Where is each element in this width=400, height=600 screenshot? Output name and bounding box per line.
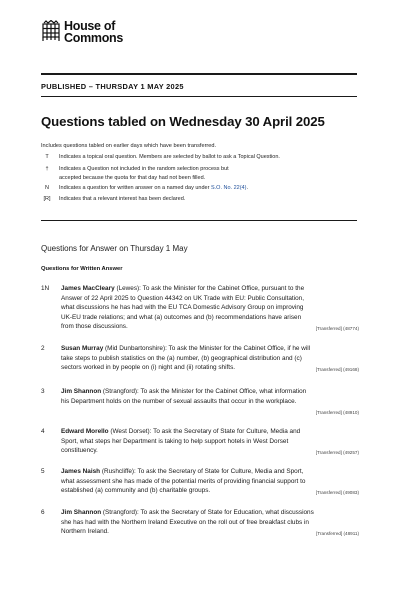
legend-item-relevant-interest — [41, 195, 361, 204]
question-item — [41, 387, 359, 415]
legend-text: Indicates a question for written answer on a named day under — [59, 185, 210, 191]
legend-symbol: [R] — [43, 196, 51, 202]
member-name: Susan Murray — [61, 345, 104, 352]
question-line: what assessment she has made of the potential merits of providing financial support to — [61, 477, 306, 485]
page-title: Questions tabled on Wednesday 30 April 2025 — [41, 114, 325, 129]
legend-item-dagger — [41, 165, 361, 183]
legend-symbol: † — [45, 166, 49, 172]
legend-symbol: N — [45, 185, 49, 191]
question-reference: [Transferred] (48911) — [316, 531, 359, 536]
top-divider — [41, 73, 357, 75]
constituency: (Strangford): — [102, 388, 139, 395]
question-line: constituency. — [61, 447, 98, 455]
question-line: To ask the Secretary of State for Culture, Media and Sport, — [137, 468, 304, 475]
question-line: Northern Ireland. — [61, 528, 109, 536]
published-date: PUBLISHED – THURSDAY 1 MAY 2025 — [41, 82, 184, 91]
question-item — [41, 427, 359, 459]
question-line: what discussions he has had with the EU TCA Domestic Advisory Group on improving — [61, 304, 304, 312]
question-reference: [Transferred] (49257) — [315, 450, 359, 455]
question-line: established (a) community and (b) charitable groups. — [61, 487, 211, 495]
question-line: To ask the Minister for the Cabinet Office, if he will — [168, 345, 311, 352]
question-line: from those discussions. — [61, 323, 128, 331]
legend-text: Indicates a Question not included in the random selection process but — [59, 166, 229, 172]
question-line: To ask the Secretary of State for Education, what discussions — [140, 509, 314, 516]
question-line: UK-EU trade relations; and what (a) outcomes and (b) recommendations have arisen — [61, 313, 302, 321]
question-item — [41, 344, 359, 376]
legend-text: Indicates a topical oral question. Members are selected by ballot to ask a Topical Question. — [59, 154, 280, 160]
house-of-commons-logo — [41, 20, 123, 50]
question-reference: [Transferred] (49083) — [315, 490, 359, 495]
question-line: Sport, what steps her Department is taking to help support hotels in West Dorset — [61, 437, 289, 445]
member-name: James MacCleary — [61, 285, 115, 292]
constituency: (West Dorset): — [110, 428, 152, 435]
member-name: Jim Shannon — [61, 388, 102, 395]
constituency: (Mid Dunbartonshire): — [105, 345, 167, 352]
member-name: Edward Morello — [61, 428, 109, 435]
legend-item-topical — [41, 153, 361, 162]
question-number: 5 — [41, 468, 45, 475]
section-divider — [41, 220, 357, 221]
question-number: 1N — [41, 285, 50, 292]
legend-text-cont: accepted because the quota for that day had not been filled. — [59, 174, 206, 181]
question-number: 4 — [41, 428, 45, 435]
question-reference: [Transferred] (48774) — [315, 326, 359, 331]
legend-item-named-day: N Indicates a question for written answer on a named day under S.O. No. 22(4). — [41, 184, 361, 193]
question-line: his Department holds on the number of sexual assaults that occur in the workplace. — [61, 397, 297, 405]
question-line: take steps to publish statistics on the (a) number, (b) geographical distribution and (c) — [61, 354, 302, 362]
question-line: To ask the Secretary of State for Culture, Media and — [153, 428, 301, 435]
member-name: James Naish — [61, 468, 101, 475]
logo-line-2: Commons — [64, 31, 124, 45]
question-item — [41, 284, 359, 336]
question-line: Answer of 22 April 2025 to Question 44342 on UK Trade with EU: Public Consultation, — [61, 294, 304, 302]
question-number: 3 — [41, 388, 45, 395]
question-item — [41, 508, 359, 540]
question-line: To ask the Minister for the Cabinet Office, pursuant to the — [142, 285, 305, 292]
question-number: 6 — [41, 509, 45, 516]
standing-order-link[interactable]: S.O. No. 22(4) — [210, 185, 247, 191]
portcullis-icon — [41, 20, 61, 44]
sub-heading: Questions for Written Answer — [41, 266, 123, 272]
question-item — [41, 467, 359, 499]
constituency: (Rushcliffe): — [101, 468, 136, 475]
published-divider — [41, 96, 357, 97]
question-number: 2 — [41, 345, 45, 352]
question-line: sectors worked in by people on (i) night and (ii) rotating shifts. — [61, 364, 236, 372]
question-line: she has had with the Northern Ireland Executive on the roll out of free breakfast clubs in — [61, 518, 309, 526]
logo-line-1: House of — [64, 19, 116, 33]
constituency: (Strangford): — [102, 509, 139, 516]
intro-text: Includes questions tabled on earlier days which have been transferred. — [41, 143, 217, 149]
question-reference: [Transferred] (48910) — [315, 410, 359, 415]
section-heading: Questions for Answer on Thursday 1 May — [41, 244, 188, 253]
member-name: Jim Shannon — [61, 509, 102, 516]
constituency: (Lewes): — [116, 285, 141, 292]
question-line: To ask the Minister for the Cabinet Office, what information — [140, 388, 307, 395]
legend-symbol: T — [45, 154, 49, 160]
legend-text: Indicates that a relevant interest has been declared. — [59, 196, 186, 202]
question-reference: [Transferred] (49168) — [315, 367, 359, 372]
